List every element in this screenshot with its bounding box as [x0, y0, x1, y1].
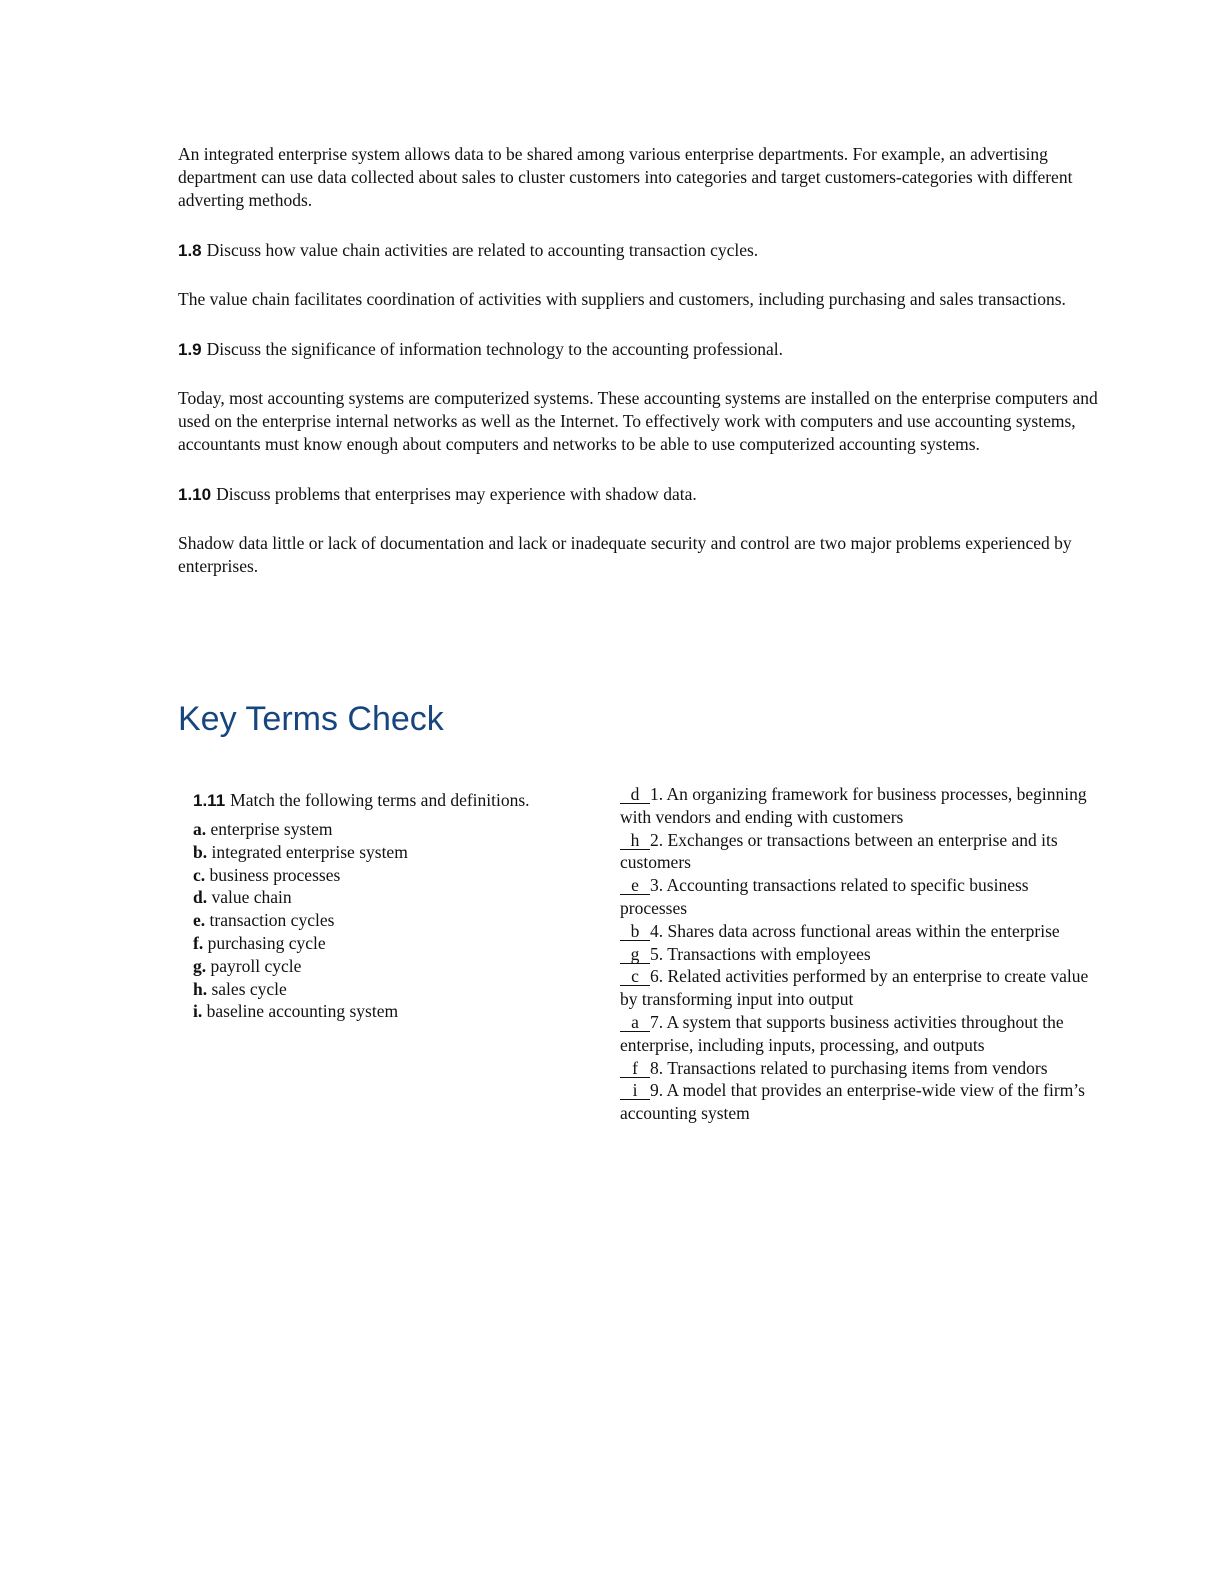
- answer-1-8: The value chain facilitates coordination of activities with suppliers and customers, including purchasing and sales transactions.: [178, 289, 1066, 309]
- term-item: [193, 841, 613, 864]
- term-text: purchasing cycle: [207, 932, 326, 953]
- answer-blank: a: [620, 1013, 650, 1032]
- question-1-11: [193, 789, 613, 812]
- question-number: 1.11: [193, 791, 226, 810]
- definition-text: A system that supports business activities throughout the enterprise, including inputs, processing, and outputs: [620, 1011, 1064, 1055]
- definition-item: [620, 1011, 1095, 1057]
- terms-column: [193, 789, 613, 1023]
- question-text: Discuss how value chain activities are related to accounting transaction cycles.: [206, 240, 759, 260]
- definition-item: [620, 943, 1095, 966]
- answer-blank: f: [620, 1059, 650, 1078]
- term-text: business processes: [209, 864, 341, 885]
- term-item: [193, 978, 613, 1001]
- question-1-10: [178, 483, 1098, 506]
- term-item: [193, 932, 613, 955]
- term-item: [193, 864, 613, 887]
- definition-number: 3.: [650, 875, 664, 896]
- term-text: enterprise system: [210, 819, 333, 839]
- term-item: [193, 818, 613, 841]
- question-number: 1.9: [178, 340, 202, 359]
- question-text: Match the following terms and definitions.: [230, 790, 530, 810]
- answer-blank: b: [620, 922, 650, 941]
- term-letter: i.: [193, 1001, 203, 1022]
- question-1-9: [178, 338, 1098, 361]
- definition-number: 5.: [650, 943, 664, 964]
- question-number: 1.8: [178, 241, 202, 260]
- question-text: Discuss the significance of information technology to the accounting professional.: [206, 339, 784, 359]
- term-item: [193, 909, 613, 932]
- definition-text: Transactions related to purchasing items from vendors: [667, 1057, 1048, 1078]
- key-terms-heading: Key Terms Check: [178, 700, 444, 738]
- definition-number: 6.: [650, 966, 664, 987]
- question-1-8: [178, 239, 1098, 262]
- definition-item: [620, 1057, 1095, 1080]
- question-number: 1.10: [178, 485, 212, 504]
- term-item: [193, 886, 613, 909]
- term-text: baseline accounting system: [206, 1001, 399, 1022]
- term-letter: f.: [193, 932, 204, 953]
- definition-number: 2.: [650, 829, 664, 850]
- definition-number: 7.: [650, 1011, 664, 1032]
- definition-text: Transactions with employees: [667, 943, 871, 964]
- definition-text: Related activities performed by an enterprise to create value by transforming input into output: [620, 966, 1089, 1010]
- answer-blank: c: [620, 967, 650, 986]
- definition-text: A model that provides an enterprise-wide view of the firm’s accounting system: [620, 1080, 1085, 1124]
- term-text: payroll cycle: [210, 955, 302, 976]
- answer-blank: g: [620, 945, 650, 964]
- definition-item: [620, 1079, 1095, 1125]
- term-letter: g.: [193, 955, 207, 976]
- term-letter: h.: [193, 978, 208, 999]
- term-text: sales cycle: [211, 978, 287, 999]
- definition-text: Shares data across functional areas within the enterprise: [667, 920, 1060, 941]
- term-letter: d.: [193, 887, 208, 908]
- term-item: [193, 1000, 613, 1023]
- definitions-column: [620, 783, 1095, 1125]
- definition-item: [620, 829, 1095, 875]
- definitions-list: [620, 783, 1095, 1125]
- question-text: Discuss problems that enterprises may experience with shadow data.: [216, 484, 697, 504]
- definition-item: [620, 965, 1095, 1011]
- terms-list: [193, 818, 613, 1023]
- intro-paragraph: An integrated enterprise system allows data to be shared among various enterprise departments. For example, an advertising department can use data collected about sales to cluster customers into categories and target customers-categories with different adverting methods.: [178, 144, 1073, 210]
- definition-text: Accounting transactions related to specific business processes: [620, 875, 1029, 918]
- definition-number: 8.: [650, 1057, 664, 1078]
- term-text: integrated enterprise system: [211, 841, 408, 862]
- term-item: [193, 955, 613, 978]
- definition-text: An organizing framework for business processes, beginning with vendors and ending with customers: [620, 784, 1087, 827]
- answer-blank: h: [620, 831, 650, 850]
- answer-blank: e: [620, 876, 650, 895]
- answer-1-10: Shadow data little or lack of documentation and lack or inadequate security and control are two major problems experienced by enterprises.: [178, 533, 1072, 576]
- term-letter: a.: [193, 819, 207, 839]
- definition-number: 4.: [650, 920, 664, 941]
- term-text: value chain: [211, 887, 292, 908]
- definition-text: Exchanges or transactions between an enterprise and its customers: [620, 829, 1058, 873]
- term-letter: c.: [193, 864, 206, 885]
- definition-item: [620, 874, 1095, 920]
- definition-number: 9.: [650, 1080, 664, 1101]
- answer-blank: i: [620, 1081, 650, 1100]
- definition-number: 1.: [650, 784, 664, 804]
- term-text: transaction cycles: [209, 910, 335, 931]
- term-letter: b.: [193, 841, 208, 862]
- term-letter: e.: [193, 910, 206, 931]
- definition-item: [620, 783, 1095, 829]
- document-page: [178, 143, 1098, 1124]
- answer-1-9: Today, most accounting systems are computerized systems. These accounting systems are installed on the enterprise computers and used on the enterprise internal networks as well as the Internet. To effectively work with computers and use accounting systems, accountants must know enough about computers and networks to be able to use computerized accounting systems.: [178, 388, 1098, 454]
- answer-blank: d: [620, 785, 650, 804]
- definition-item: [620, 920, 1095, 943]
